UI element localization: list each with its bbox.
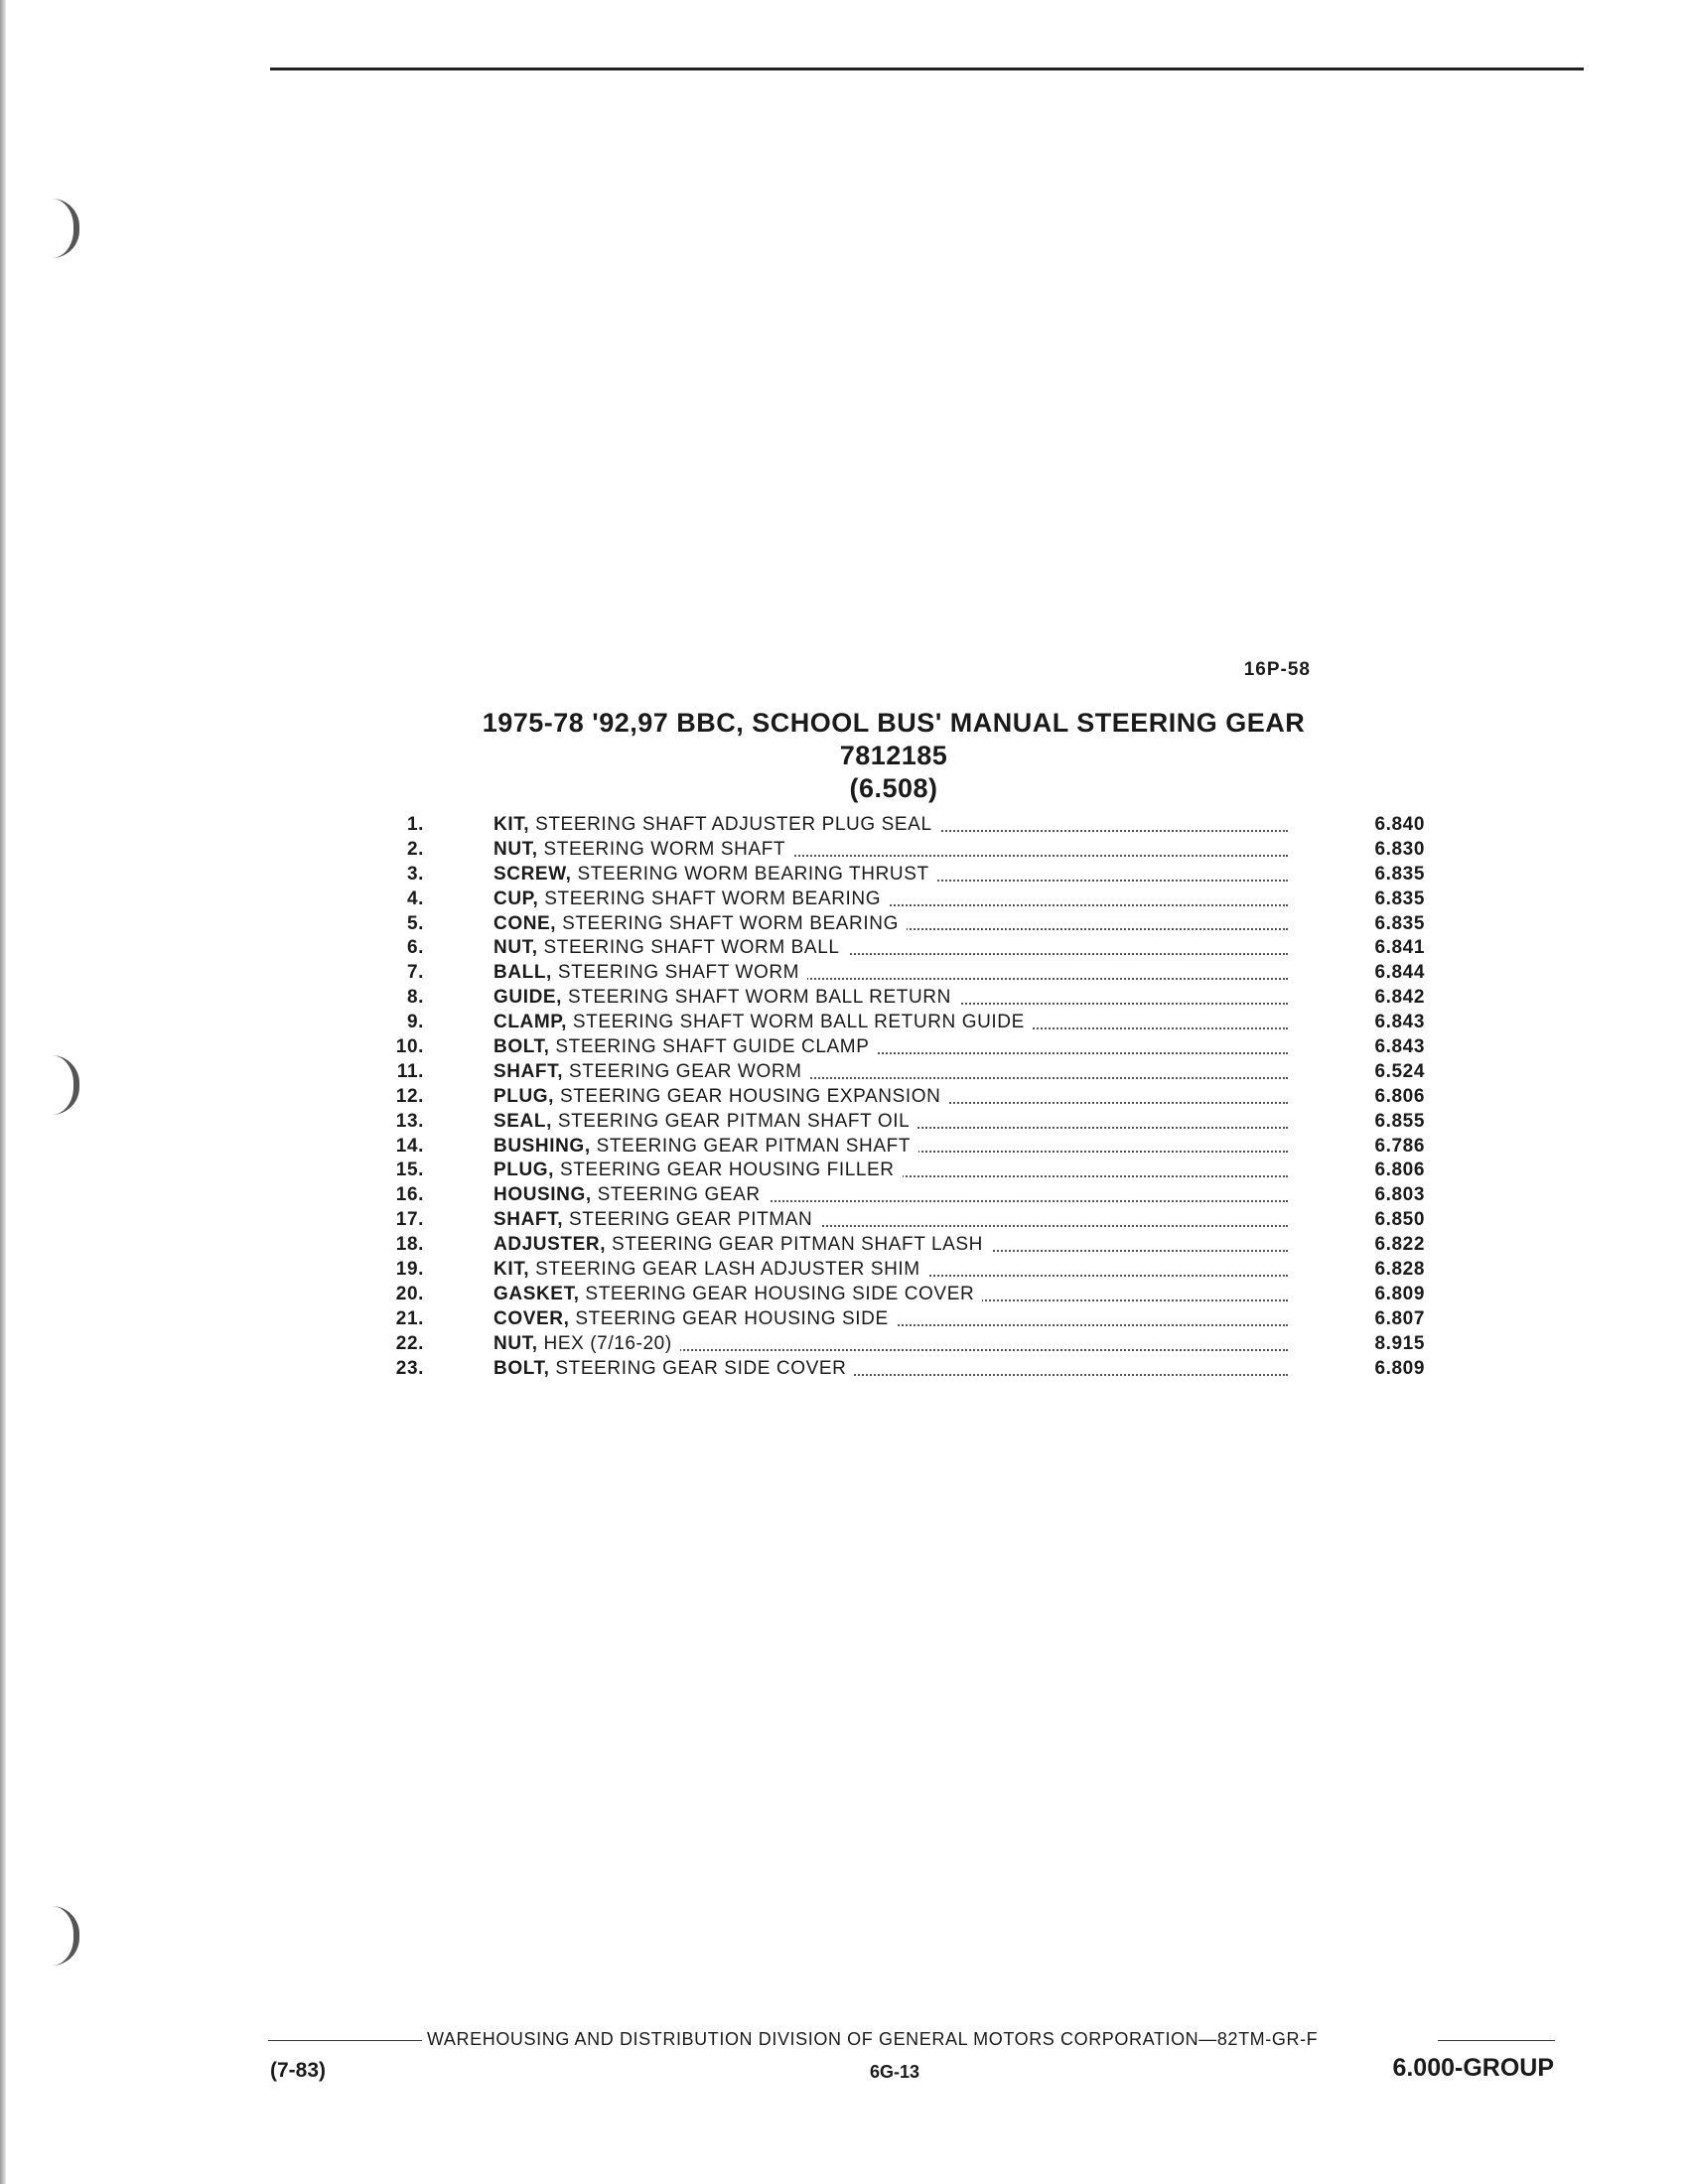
item-name: GUIDE, (493, 987, 563, 1009)
list-item (382, 1085, 1425, 1110)
item-name: GASKET, (493, 1283, 580, 1304)
item-description (493, 986, 1288, 1011)
item-number: 14. (395, 1135, 424, 1157)
item-group-code: 6.835 (1374, 912, 1425, 934)
item-number: 4. (406, 887, 424, 909)
item-name: BOLT, (493, 1036, 550, 1058)
item-detail: STEERING SHAFT WORM BEARING (556, 912, 899, 934)
title-block (397, 707, 1390, 805)
item-name: KIT, (493, 1259, 530, 1281)
item-name: COVER, (493, 1307, 570, 1329)
item-name: SEAL, (493, 1110, 552, 1132)
item-group-code: 6.843 (1374, 1012, 1425, 1033)
item-name: CUP, (493, 887, 539, 909)
item-description (493, 1208, 1288, 1233)
item-description (493, 961, 1288, 986)
item-detail: STEERING SHAFT GUIDE CLAMP (549, 1036, 870, 1058)
item-detail: STEERING SHAFT WORM (551, 962, 800, 984)
item-name: KIT, (493, 814, 530, 835)
item-number: 20. (395, 1283, 424, 1304)
binder-hole-mark (52, 1055, 79, 1115)
item-number: 2. (406, 838, 424, 860)
item-number: 1. (406, 814, 424, 835)
item-detail: STEERING SHAFT WORM BALL RETURN (562, 987, 951, 1009)
item-group-code: 6.807 (1374, 1307, 1425, 1329)
item-detail: STEERING GEAR PITMAN SHAFT OIL (551, 1110, 911, 1132)
item-description (493, 1332, 1288, 1357)
item-detail: STEERING GEAR HOUSING SIDE (569, 1307, 889, 1329)
item-name: CONE, (493, 912, 557, 934)
item-number: 15. (395, 1160, 424, 1181)
item-group-code: 6.806 (1374, 1085, 1425, 1107)
item-number: 3. (406, 863, 424, 885)
item-group-code: 6.844 (1374, 962, 1425, 984)
item-group-code: 6.855 (1374, 1110, 1425, 1132)
item-group-code: 6.828 (1374, 1259, 1425, 1281)
item-group-code: 6.841 (1374, 937, 1425, 959)
item-description (493, 1110, 1288, 1135)
list-item (382, 838, 1425, 863)
footer-credit: WAREHOUSING AND DISTRIBUTION DIVISION OF GENERAL MOTORS CORPORATION—82TM-GR-F (427, 2029, 1319, 2049)
list-item (382, 1060, 1425, 1085)
binder-hole-mark (52, 199, 79, 258)
list-item (382, 1332, 1425, 1357)
footer-group: 6.000-GROUP (1392, 2054, 1554, 2082)
item-name: SHAFT, (493, 1209, 564, 1231)
item-detail: STEERING SHAFT WORM BALL RETURN GUIDE (566, 1012, 1025, 1033)
list-item (382, 1011, 1425, 1035)
item-number: 7. (406, 962, 424, 984)
item-name: SCREW, (493, 863, 572, 885)
item-name: HOUSING, (493, 1184, 592, 1206)
item-detail: STEERING GEAR LASH ADJUSTER SHIM (529, 1259, 920, 1281)
list-item (382, 1135, 1425, 1160)
item-detail: STEERING GEAR (591, 1184, 761, 1206)
item-detail: HEX (7/16-20) (537, 1332, 672, 1354)
parts-list (382, 813, 1425, 1381)
item-group-code: 6.524 (1374, 1060, 1425, 1082)
list-item (382, 1208, 1425, 1233)
list-item (382, 1258, 1425, 1283)
item-group-code: 6.835 (1374, 887, 1425, 909)
item-group-code: 6.806 (1374, 1160, 1425, 1181)
item-description (493, 1233, 1288, 1258)
item-name: NUT, (493, 838, 538, 860)
item-number: 19. (395, 1259, 424, 1281)
item-group-code: 6.822 (1374, 1234, 1425, 1256)
item-group-code: 6.843 (1374, 1036, 1425, 1058)
item-name: PLUG, (493, 1160, 555, 1181)
item-description (493, 1258, 1288, 1283)
item-detail: STEERING SHAFT ADJUSTER PLUG SEAL (529, 814, 932, 835)
item-description (493, 887, 1288, 912)
assembly-group-code: (6.508) (849, 773, 938, 803)
item-detail: STEERING GEAR HOUSING EXPANSION (554, 1085, 941, 1107)
list-item (382, 1110, 1425, 1135)
item-number: 18. (395, 1234, 424, 1256)
item-description (493, 936, 1288, 961)
item-number: 13. (395, 1110, 424, 1132)
list-item (382, 813, 1425, 838)
item-detail: STEERING GEAR HOUSING SIDE COVER (579, 1283, 975, 1304)
item-number: 17. (395, 1209, 424, 1231)
item-detail: STEERING SHAFT WORM BALL (537, 937, 840, 959)
footer-date: (7-83) (270, 2059, 327, 2082)
list-item (382, 961, 1425, 986)
item-detail: STEERING GEAR PITMAN SHAFT LASH (606, 1234, 984, 1256)
item-group-code: 6.786 (1374, 1135, 1425, 1157)
item-description (493, 1060, 1288, 1085)
list-item (382, 1307, 1425, 1332)
item-name: SHAFT, (493, 1060, 564, 1082)
item-group-code: 6.803 (1374, 1184, 1425, 1206)
list-item (382, 912, 1425, 937)
list-item (382, 1159, 1425, 1183)
item-description (493, 863, 1288, 887)
item-number: 8. (406, 987, 424, 1009)
page-code: 16P-58 (1243, 659, 1311, 680)
list-item (382, 986, 1425, 1011)
list-item (382, 1357, 1425, 1382)
item-name: CLAMP, (493, 1012, 567, 1033)
item-number: 6. (406, 937, 424, 959)
list-item (382, 1233, 1425, 1258)
list-item (382, 1035, 1425, 1060)
item-detail: STEERING GEAR PITMAN (563, 1209, 813, 1231)
item-description (493, 1085, 1288, 1110)
item-name: BALL, (493, 962, 552, 984)
item-number: 9. (406, 1012, 424, 1033)
item-description (493, 1135, 1288, 1160)
item-group-code: 6.835 (1374, 863, 1425, 885)
item-description (493, 1159, 1288, 1183)
item-number: 16. (395, 1184, 424, 1206)
item-group-code: 6.842 (1374, 987, 1425, 1009)
item-description (493, 1357, 1288, 1382)
item-detail: STEERING SHAFT WORM BEARING (538, 887, 882, 909)
item-group-code: 6.840 (1374, 814, 1425, 835)
assembly-part-number: 7812185 (839, 741, 948, 770)
item-group-code: 8.915 (1374, 1332, 1425, 1354)
item-name: ADJUSTER, (493, 1234, 607, 1256)
item-number: 11. (396, 1060, 424, 1082)
item-group-code: 6.850 (1374, 1209, 1425, 1231)
footer-rule (1438, 2040, 1555, 2041)
item-name: BUSHING, (493, 1135, 591, 1157)
item-name: PLUG, (493, 1085, 555, 1107)
item-number: 21. (395, 1307, 424, 1329)
item-detail: STEERING WORM BEARING THRUST (571, 863, 929, 885)
list-item (382, 1283, 1425, 1307)
item-name: BOLT, (493, 1357, 550, 1379)
list-item (382, 863, 1425, 887)
item-name: NUT, (493, 937, 538, 959)
item-detail: STEERING WORM SHAFT (537, 838, 786, 860)
item-detail: STEERING GEAR HOUSING FILLER (554, 1160, 895, 1181)
item-number: 23. (395, 1357, 424, 1379)
item-description (493, 1183, 1288, 1208)
top-rule (270, 68, 1584, 70)
item-name: NUT, (493, 1332, 538, 1354)
item-detail: STEERING GEAR SIDE COVER (549, 1357, 847, 1379)
page-left-edge (0, 0, 6, 2184)
item-description (493, 1011, 1288, 1035)
document-title: 1975-78 '92,97 BBC, SCHOOL BUS' MANUAL STEERING GEAR (482, 708, 1306, 738)
item-group-code: 6.809 (1374, 1357, 1425, 1379)
item-number: 12. (395, 1085, 424, 1107)
list-item (382, 936, 1425, 961)
item-description (493, 912, 1288, 937)
item-description (493, 1283, 1288, 1307)
item-description (493, 1307, 1288, 1332)
item-number: 5. (406, 912, 424, 934)
item-detail: STEERING GEAR PITMAN SHAFT (590, 1135, 912, 1157)
item-number: 10. (395, 1036, 424, 1058)
item-description (493, 813, 1288, 838)
item-group-code: 6.809 (1374, 1283, 1425, 1304)
list-item (382, 1183, 1425, 1208)
footer-page-number: 6G-13 (870, 2062, 920, 2082)
item-detail: STEERING GEAR WORM (563, 1060, 802, 1082)
item-description (493, 838, 1288, 863)
item-number: 22. (395, 1332, 424, 1354)
footer-rule (268, 2040, 422, 2041)
list-item (382, 887, 1425, 912)
item-description (493, 1035, 1288, 1060)
binder-hole-mark (52, 1906, 79, 1966)
item-group-code: 6.830 (1374, 838, 1425, 860)
